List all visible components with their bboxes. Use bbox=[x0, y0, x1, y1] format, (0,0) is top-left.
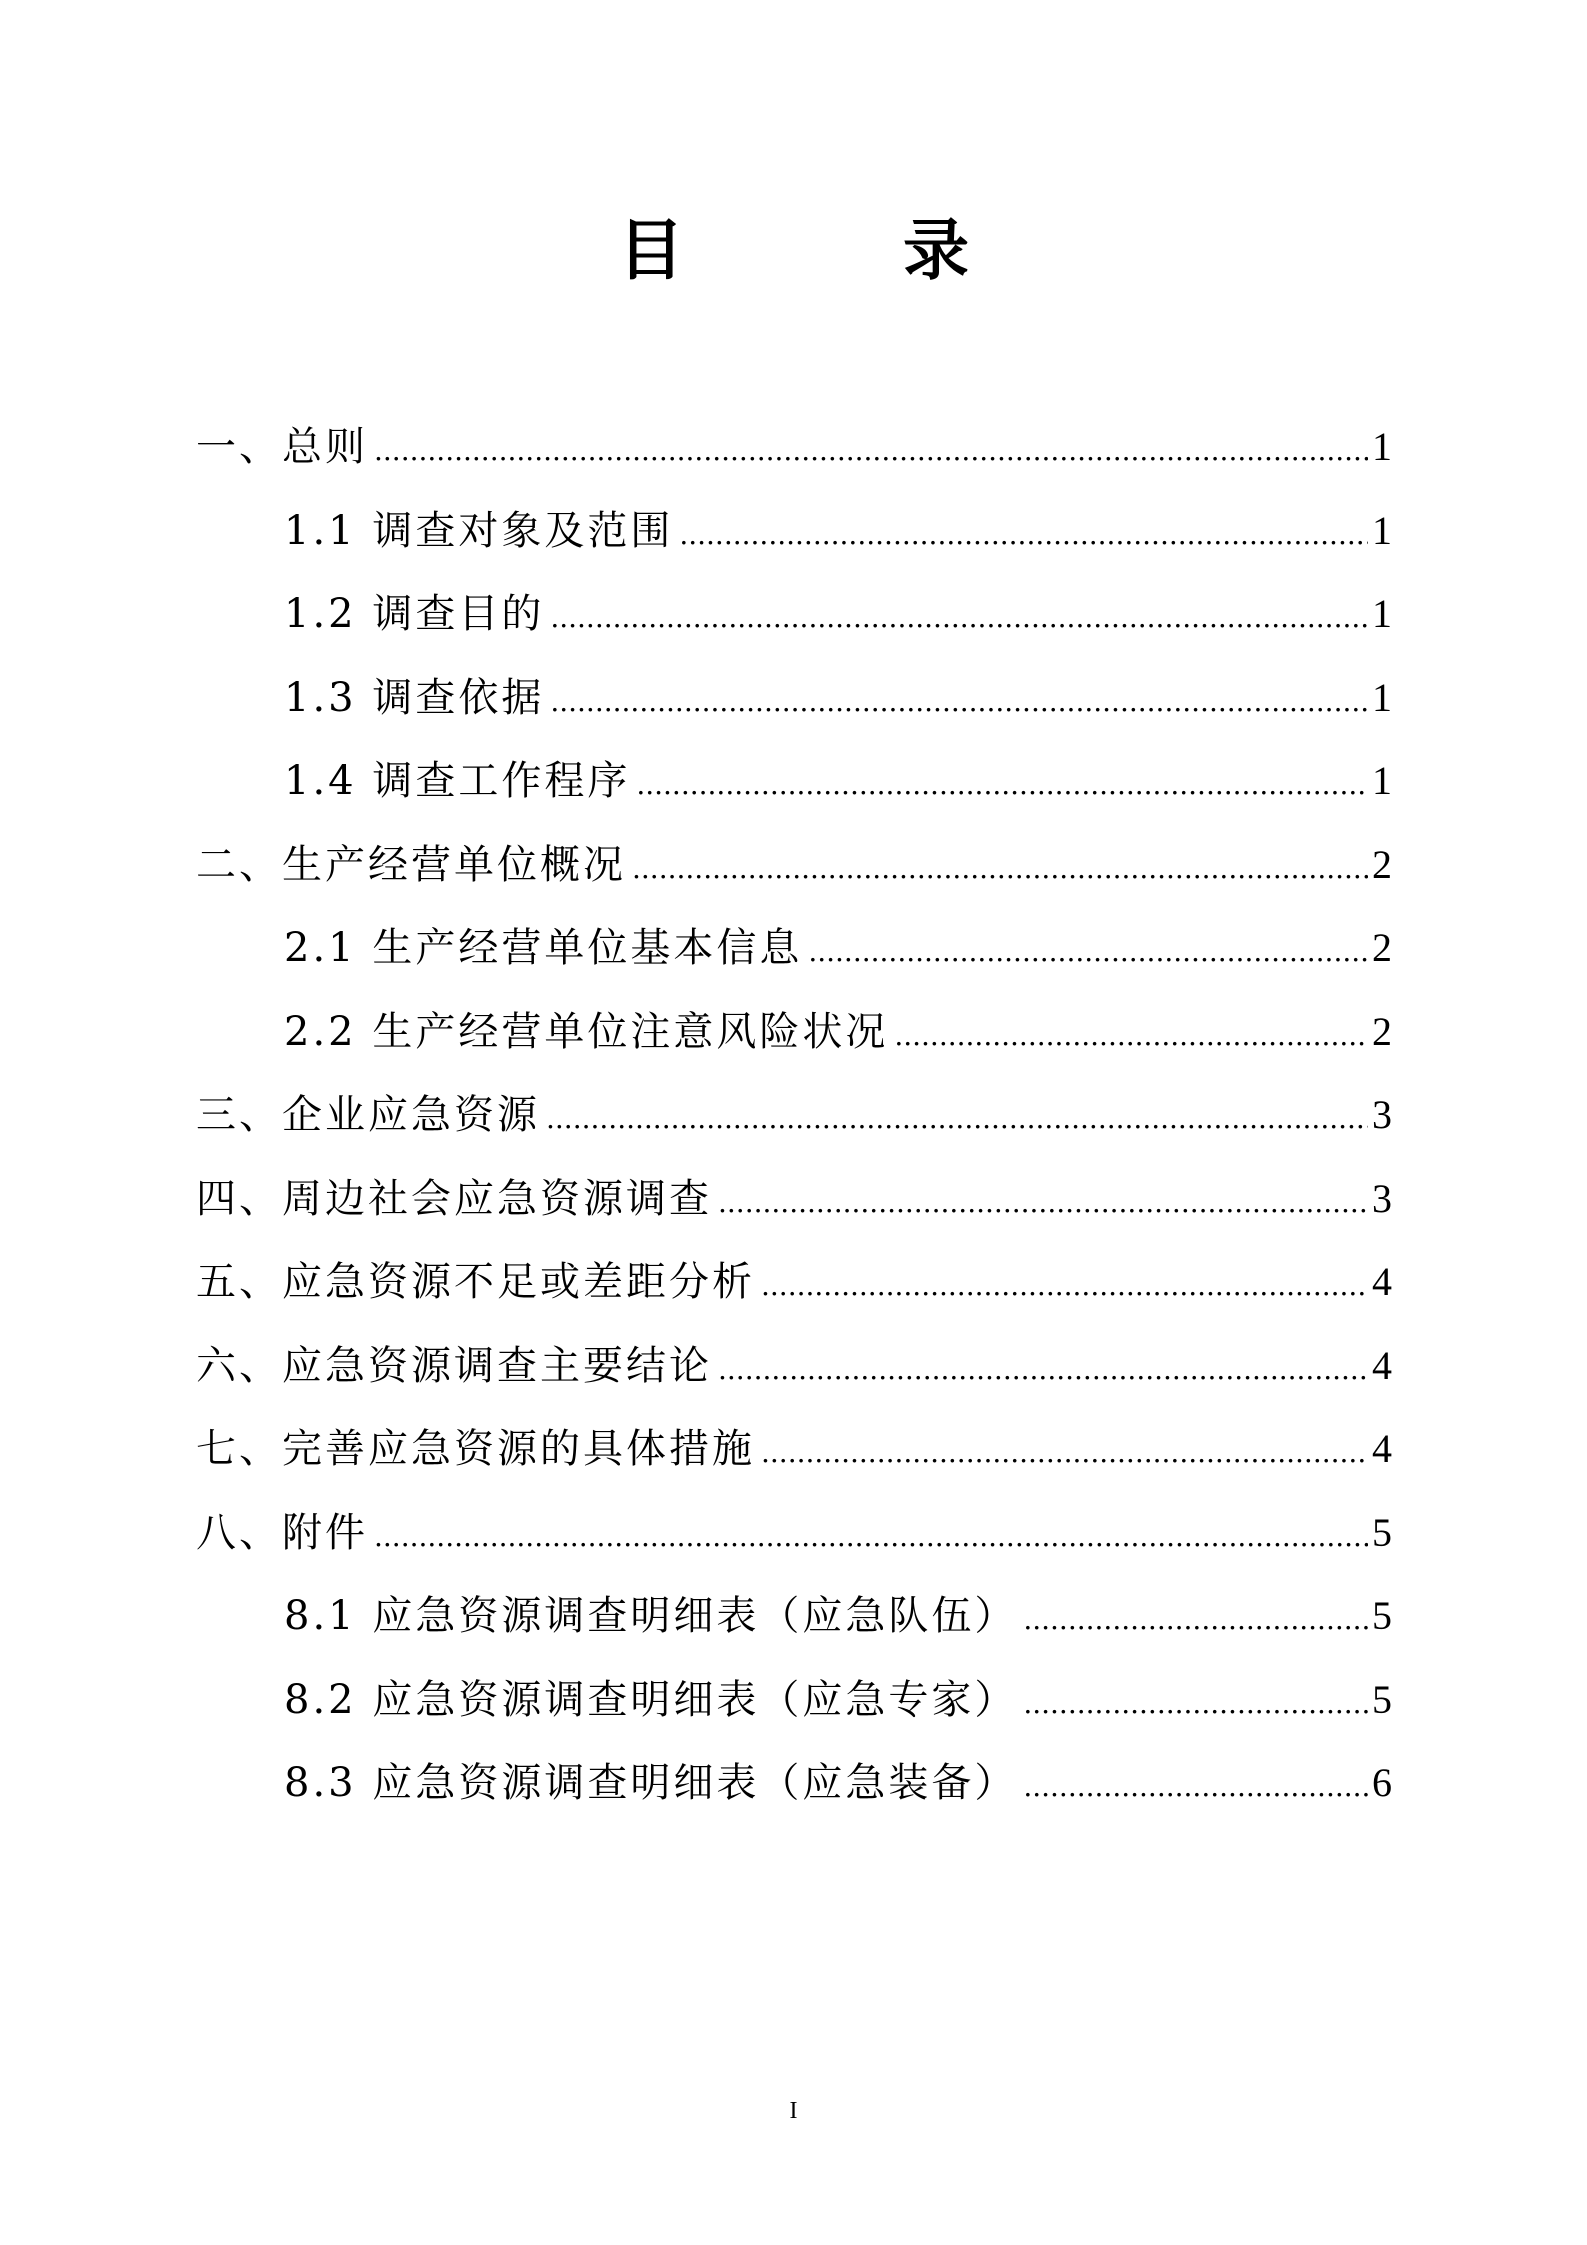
toc-entry-page: 3 bbox=[1372, 1175, 1392, 1221]
toc-leader-dots bbox=[374, 1495, 1368, 1579]
toc-entry[interactable] bbox=[196, 1324, 1392, 1408]
toc-entry-text: 四、周边社会应急资源调查 bbox=[196, 1175, 712, 1222]
toc-entry-page: 1 bbox=[1372, 591, 1392, 636]
toc-leader-dots bbox=[632, 827, 1368, 911]
toc-leader-dots bbox=[679, 493, 1368, 577]
toc-entry-page: 1 bbox=[1372, 674, 1392, 720]
toc-entry-text: 8.3 应急资源调查明细表（应急装备） bbox=[284, 1760, 1018, 1806]
toc-entry-text: 八、附件 bbox=[196, 1509, 368, 1556]
toc-entry[interactable] bbox=[196, 739, 1392, 823]
toc-entry[interactable] bbox=[196, 1407, 1392, 1491]
toc-entry-text: 1.4 调查工作程序 bbox=[284, 758, 631, 804]
toc-entry-text: 2.1 生产经营单位基本信息 bbox=[284, 925, 803, 971]
toc-entry-page: 4 bbox=[1372, 1342, 1392, 1388]
toc-entry-page: 2 bbox=[1372, 841, 1392, 887]
toc-entry[interactable] bbox=[196, 1157, 1392, 1241]
toc-entry-text: 1.3 调查依据 bbox=[284, 674, 545, 721]
toc-entry-text: 五、应急资源不足或差距分析 bbox=[196, 1259, 755, 1305]
toc-leader-dots bbox=[761, 1244, 1368, 1328]
toc-entry[interactable] bbox=[196, 1240, 1392, 1324]
toc-entry[interactable] bbox=[196, 1741, 1392, 1825]
table-of-contents bbox=[196, 405, 1392, 1825]
toc-entry-page: 1 bbox=[1372, 424, 1392, 469]
toc-entry[interactable] bbox=[196, 489, 1392, 573]
toc-leader-dots bbox=[718, 1328, 1368, 1412]
toc-entry[interactable] bbox=[196, 1073, 1392, 1157]
toc-entry-page: 5 bbox=[1372, 1593, 1392, 1638]
toc-entry-text: 三、企业应急资源 bbox=[196, 1092, 540, 1138]
toc-entry-page: 4 bbox=[1372, 1259, 1392, 1304]
toc-leader-dots bbox=[718, 1161, 1368, 1245]
toc-leader-dots bbox=[894, 994, 1368, 1078]
toc-entry[interactable] bbox=[196, 1574, 1392, 1658]
toc-leader-dots bbox=[1023, 1662, 1368, 1746]
toc-entry-text: 七、完善应急资源的具体措施 bbox=[196, 1426, 755, 1472]
toc-entry[interactable] bbox=[196, 1491, 1392, 1575]
toc-leader-dots bbox=[1023, 1745, 1368, 1829]
toc-entry-page: 5 bbox=[1372, 1676, 1392, 1722]
toc-entry-text: 一、总则 bbox=[196, 424, 368, 470]
page-number: I bbox=[789, 2098, 798, 2124]
toc-leader-dots bbox=[550, 660, 1368, 744]
toc-leader-dots bbox=[808, 910, 1368, 994]
toc-entry-text: 六、应急资源调查主要结论 bbox=[196, 1342, 712, 1389]
toc-entry-text: 8.2 应急资源调查明细表（应急专家） bbox=[284, 1676, 1018, 1723]
toc-leader-dots bbox=[546, 1077, 1368, 1161]
toc-entry-page: 2 bbox=[1372, 1008, 1392, 1054]
toc-entry-page: 2 bbox=[1372, 925, 1392, 970]
toc-entry-page: 1 bbox=[1372, 507, 1392, 553]
toc-entry-page: 1 bbox=[1372, 758, 1392, 803]
toc-entry[interactable] bbox=[196, 990, 1392, 1074]
toc-entry[interactable] bbox=[196, 656, 1392, 740]
toc-entry-text: 1.2 调查目的 bbox=[284, 591, 545, 637]
toc-leader-dots bbox=[761, 1411, 1368, 1495]
toc-leader-dots bbox=[636, 743, 1368, 827]
toc-entry[interactable] bbox=[196, 906, 1392, 990]
toc-entry-text: 1.1 调查对象及范围 bbox=[284, 507, 674, 554]
toc-entry-text: 2.2 生产经营单位注意风险状况 bbox=[284, 1008, 889, 1055]
toc-entry-text: 8.1 应急资源调查明细表（应急队伍） bbox=[284, 1593, 1018, 1639]
toc-entry-page: 5 bbox=[1372, 1509, 1392, 1555]
toc-leader-dots bbox=[550, 576, 1368, 660]
toc-entry-text: 二、生产经营单位概况 bbox=[196, 841, 626, 888]
toc-leader-dots bbox=[374, 409, 1368, 493]
page-title: 目 录 bbox=[618, 211, 1067, 289]
toc-leader-dots bbox=[1023, 1578, 1368, 1662]
toc-entry[interactable] bbox=[196, 572, 1392, 656]
toc-entry[interactable] bbox=[196, 823, 1392, 907]
toc-entry[interactable] bbox=[196, 405, 1392, 489]
toc-entry[interactable] bbox=[196, 1658, 1392, 1742]
toc-entry-page: 4 bbox=[1372, 1426, 1392, 1471]
toc-entry-page: 3 bbox=[1372, 1092, 1392, 1137]
toc-entry-page: 6 bbox=[1372, 1760, 1392, 1805]
